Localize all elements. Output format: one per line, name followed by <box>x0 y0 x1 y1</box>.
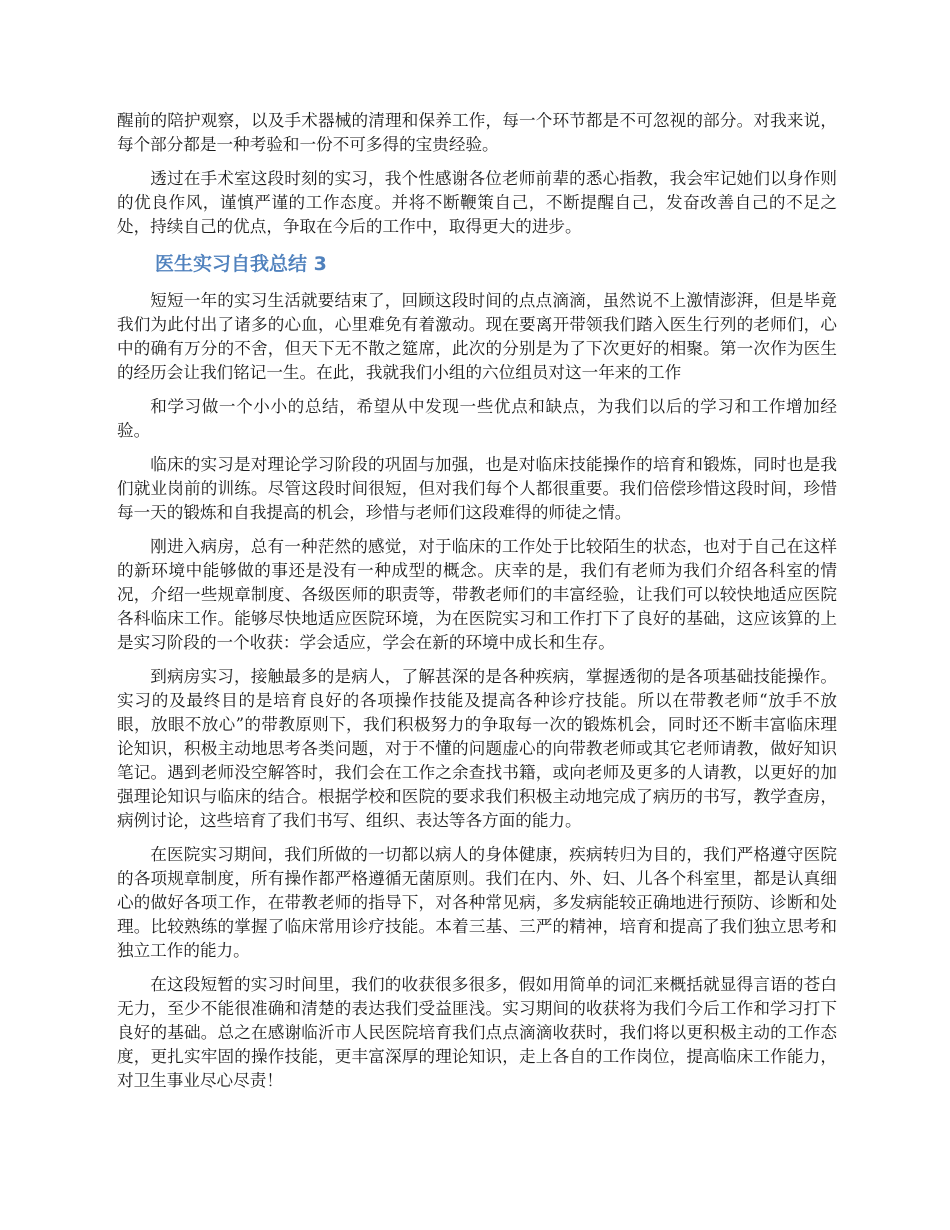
paragraph: 在这段短暂的实习时间里，我们的收获很多很多，假如用简单的词汇来概括就显得言语的苍白无力，至少不能很准确和清楚的表达我们受益匪浅。实习期间的收获将为我们今后工作和学习打下良好的基础。总之在感谢临沂市人民医院培育我们点点滴滴收获时，我们将以更积极主动的工作态度，更扎实牢固的操作技能，更丰富深厚的理论知识，走上各自的工作岗位，提高临床工作能力，对卫生事业尽心尽责！ <box>117 975 837 1090</box>
paragraph: 刚进入病房，总有一种茫然的感觉，对于临床的工作处于比较陌生的状态，也对于自己在这样的新环境中能够做的事还是没有一种成型的概念。庆幸的是，我们有老师为我们介绍各科室的情况，介绍一些规章制度、各级医师的职责等，带教老师们的丰富经验，让我们可以较快地适应医院各科临床工作。能够尽快地适应医院环境，为在医院实习和工作打下了良好的基础，这应该算的上是实习阶段的一个收获：学会适应，学会在新的环境中成长和生存。 <box>117 537 837 652</box>
section-heading: 医生实习自我总结 3 <box>155 253 327 275</box>
paragraph: 和学习做一个小小的总结，希望从中发现一些优点和缺点，为我们以后的学习和工作增加经验。 <box>117 397 837 440</box>
paragraph: 短短一年的实习生活就要结束了，回顾这段时间的点点滴滴，虽然说不上激情澎湃，但是毕竟我们为此付出了诸多的心血，心里难免有着激动。现在要离开带领我们踏入医生行列的老师们，心中的确有万分的不舍，但天下无不散之筵席，此次的分别是为了下次更好的相聚。第一次作为医生的经历会让我们铭记一生。在此，我就我们小组的六位组员对这一年来的工作 <box>117 291 837 382</box>
paragraph: 透过在手术室这段时刻的实习，我个性感谢各位老师前辈的悉心指教，我会牢记她们以身作则的优良作风，谨慎严谨的工作态度。并将不断鞭策自己，不断提醒自己，发奋改善自己的不足之处，持续自己的优点，争取在今后的工作中，取得更大的进步。 <box>117 169 837 236</box>
paragraph-continued: 醒前的陪护观察，以及手术器械的清理和保养工作，每一个环节都是不可忽视的部分。对我来说，每个部分都是一种考验和一份不可多得的宝贵经验。 <box>117 111 837 154</box>
paragraph: 临床的实习是对理论学习阶段的巩固与加强，也是对临床技能操作的培育和锻炼，同时也是我们就业岗前的训练。尽管这段时间很短，但对我们每个人都很重要。我们倍偿珍惜这段时间，珍惜每一天的锻炼和自我提高的机会，珍惜与老师们这段难得的师徒之情。 <box>117 455 837 522</box>
paragraph: 到病房实习，接触最多的是病人，了解甚深的是各种疾病，掌握透彻的是各项基础技能操作。实习的及最终目的是培育良好的各项操作技能及提高各种诊疗技能。所以在带教老师“放手不放眼，放眼不放心”的带教原则下，我们积极努力的争取每一次的锻炼机会，同时还不断丰富临床理论知识，积极主动地思考各类问题，对于不懂的问题虚心的向带教老师或其它老师请教，做好知识笔记。遇到老师没空解答时，我们会在工作之余查找书籍，或向老师及更多的人请教，以更好的加强理论知识与临床的结合。根据学校和医院的要求我们积极主动地完成了病历的书写，教学查房，病例讨论，这些培育了我们书写、组织、表达等各方面的能力。 <box>117 667 837 830</box>
document-page <box>117 109 837 1103</box>
paragraph: 在医院实习期间，我们所做的一切都以病人的身体健康，疾病转归为目的，我们严格遵守医院的各项规章制度，所有操作都严格遵循无菌原则。我们在内、外、妇、儿各个科室里，都是认真细心的做好各项工作，在带教老师的指导下，对各种常见病，多发病能较正确地进行预防、诊断和处理。比较熟练的掌握了临床常用诊疗技能。本着三基、三严的精神，培育和提高了我们独立思考和独立工作的能力。 <box>117 845 837 960</box>
